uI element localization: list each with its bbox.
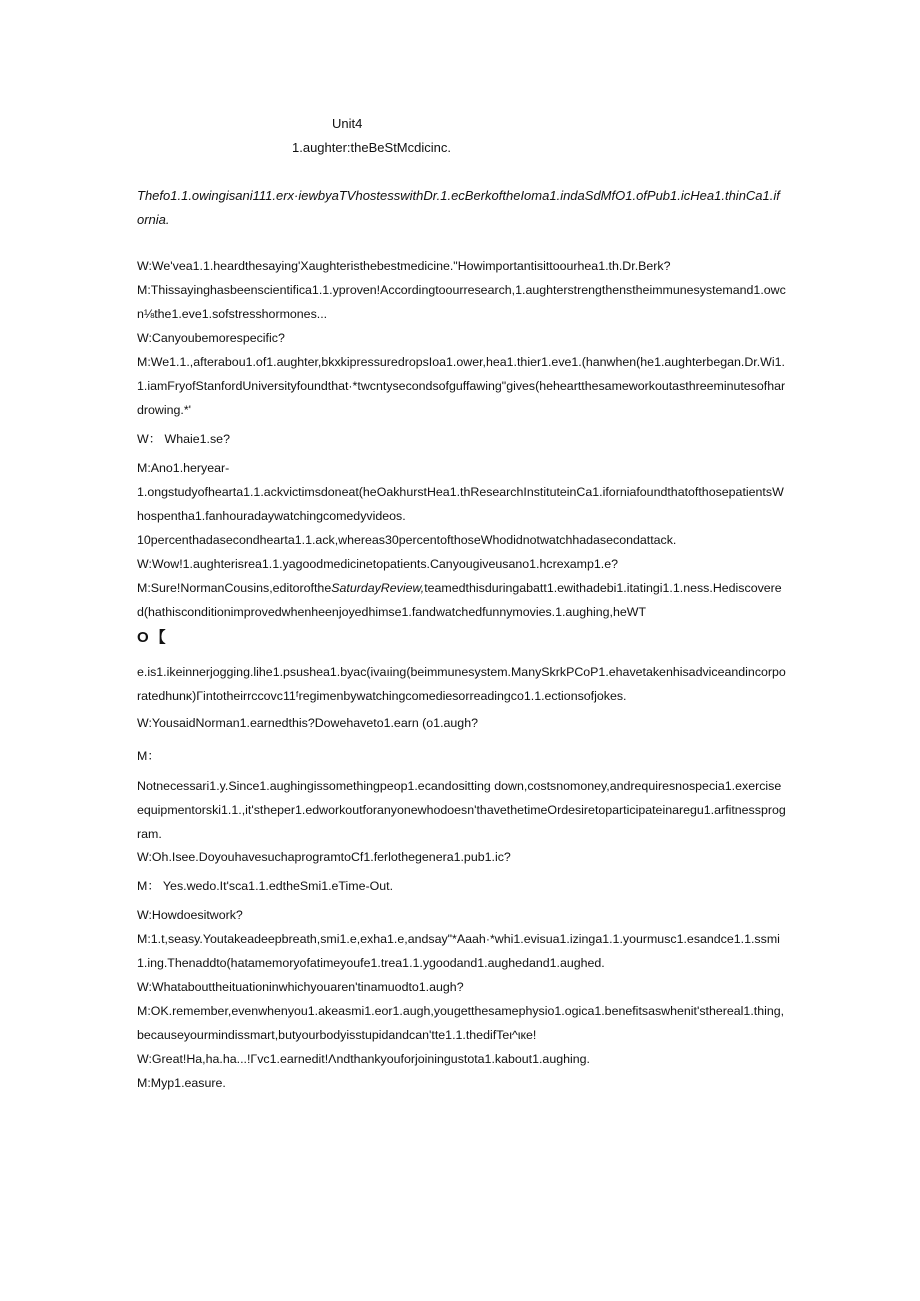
dialog-line-m4-cont: e.is1.ikeinnerjogging.lihe1.psushea1.byac(ivaıing(beimmunesystem.ManySkrkPCoP1.ehavetakenhisadviceandincorporatedhunκ)Γintotheirrccovc11ᶠregimenbywatchingcomediesorreadingco1.1.ectionsofjokes. xyxy=(137,665,786,704)
unit-heading: Unit4 xyxy=(332,116,363,131)
dialog-line-w3: W： Whaie1.se? xyxy=(137,432,230,446)
dialog-line-m3a: M:Ano1.heryear- xyxy=(137,461,230,475)
dialog-line-w5: W:YousaidNorman1.earnedthis?Dowehaveto1.earn (o1.augh? xyxy=(137,716,478,730)
intro-paragraph: Thefo1.1.owingisani111.erx·iewbyaTVhostesswithDr.1.ecBerkoftheIoma1.indaSdMfO1.ofPub1.icHea1.thinCa1.ifornia. xyxy=(137,188,780,227)
dialog-line-m4 xyxy=(137,576,787,624)
dialog-line-m8: M:OK.remember,evenwhenyou1.akeasmi1.eor1.augh,yougetthesamephysio1.ogica1.benefitsaswhenit'sthereal1.thing,becauseyourmindissmart,butyourbodyisstupidandcan'tte1.1.thedifTeι^ιкe! xyxy=(137,1004,785,1043)
dialog-line-w6: W:Oh.Isee.DoyouhavesuchaprogramtoCf1.ferlothegenera1.pub1.ic? xyxy=(137,850,511,864)
dialog-m4-rest: teamedthisduringabatt1.ewithadebi1.itatingi1.1.ness.Hediscovered(hathisconditionimprovedwhenheenjoyedhimse1.fandwatchedfunnymovies.1.aughing,heWT xyxy=(137,581,782,620)
dialog-line-w2: W:Canyoubemorespecific? xyxy=(137,331,285,345)
dialog-line-m1: M:Thissayinghasbeenscientifica1.1.yproven!Accordingtoourresearch,1.aughterstrengthenstheimmunesystemand1.owcn⅛the1.eve1.sofstresshormones... xyxy=(137,283,786,322)
dialog-line-w7: W:Howdoesitwork? xyxy=(137,908,243,922)
dialog-line-w9: W:Great!Ha,ha.ha...!Γvc1.earnedit!Λndthankyouforjoiningustota1.kabout1.aughing. xyxy=(137,1052,590,1066)
magazine-title: SaturdayReview, xyxy=(331,581,425,595)
document-title: 1.aughter:theBeStMcdicinc. xyxy=(292,140,451,155)
dialog-line-w4: W:Wow!1.aughterisrea1.1.yagoodmedicinetopatients.Canyougiveusano1.hcrexamp1.e? xyxy=(137,557,619,571)
dialog-line-m3c: 10percenthadasecondhearta1.1.ack,whereas30percentofthoseWhodidnotwatchhadasecondattack. xyxy=(137,533,677,547)
dialog-line-m2: M:We1.1.,afterabou1.of1.aughter,bkxkipressuredropsIoa1.ower,hea1.thier1.eve1.(hanwhen(he1.aughterbegan.Dr.Wi1.1.iamFryofStanfordUniversityfoundthat·*twcntysecondsofguffawing"gives(heheartthesameworkoutasthreeminutesofhardrowing.*' xyxy=(137,355,786,418)
dialog-line-m5: Notnecessari1.y.Since1.aughingissomethingpeop1.ecandositting down,costsnomoney,andrequiresnospecia1.exerciseequipmentorski1.1.,it'stheper1.edworkoutforanyonewhodoesn'thavethetimeOrdesiretoparticipateinaregu1.arfitnessprogram. xyxy=(137,779,786,842)
dialog-m4-start: M:Sure!NormanCousins,editorofthe xyxy=(137,581,332,595)
dialog-fragment: O【 xyxy=(137,629,168,646)
dialog-line-m5-label: M： xyxy=(137,749,160,763)
dialog-line-m9: M:Myp1.easure. xyxy=(137,1076,226,1090)
dialog-line-m3b: 1.ongstudyofhearta1.1.ackvictimsdoneat(heOakhurstHea1.thResearchInstituteinCa1.iforniafoundthatofthosepatientsWhospentha1.fanhouradaywatchingcomedyvideos. xyxy=(137,485,784,524)
dialog-line-m6: M： Yes.wedo.It'sca1.1.edtheSmi1.eTime-Out. xyxy=(137,879,394,893)
dialog-line-m7: M:1.t,seasy.Youtakeadeepbreath,smi1.e,exha1.e,andsay"*Aaah·*whi1.evisua1.izinga1.1.yourmusc1.esandce1.1.ssmi1.ing.Thenaddto(hatamemoryofatimeyoufe1.trea1.1.ygoodand1.aughedand1.aughed. xyxy=(137,932,780,971)
dialog-line-w1: W:We'vea1.1.heardthesaying'Xaughteristhebestmedicine."Howimportantisittoourhea1.th.Dr.Berk? xyxy=(137,259,671,273)
dialog-line-w8: W:Whatabouttheituationinwhichyouaren'tinamuodto1.augh? xyxy=(137,980,464,994)
